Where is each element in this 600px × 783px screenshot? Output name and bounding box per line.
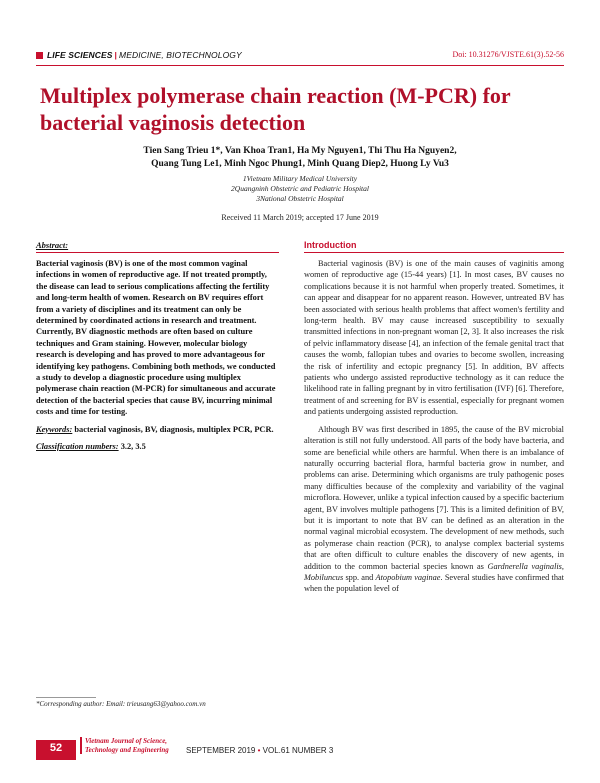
affiliations xyxy=(60,174,540,204)
journal-name: Vietnam Journal of Science, Technology and Engineering xyxy=(80,737,185,754)
affiliation-1: 1Vietnam Military Medical University xyxy=(242,174,358,183)
keywords-label: Keywords: xyxy=(36,424,73,434)
header-rule xyxy=(36,65,564,66)
doi-link[interactable]: Doi: 10.31276/VJSTE.61(3).52-56 xyxy=(452,50,564,59)
introduction-heading: Introduction xyxy=(304,240,564,253)
article-title: Multiplex polymerase chain reaction (M-PCR) for bacterial vaginosis detection xyxy=(40,83,511,135)
classification-label: Classification numbers: xyxy=(36,442,119,452)
issue-info: SEPTEMBER 2019 • VOL.61 NUMBER 3 xyxy=(186,746,334,755)
affiliation-3: 3National Obstetric Hospital xyxy=(256,194,344,203)
keywords xyxy=(36,424,279,435)
intro-paragraph-2: Although BV was first described in 1895, the cause of the BV microbial alteration is still not fully understood. All parts of the body have bacteria, and some are beneficial while others are harmful. When there is an imbalance of naturally occurring bacterial flora, harmful bacteria grow in number, and problems can arise. Determining which organisms are truly pathogenic poses many difficulties because of the complexity and variability of the vaginal microflora. However, unlike a typical infection caused by a specific bacterium agent, BV involves multiple pathogens [7]. This is a limited definition of BV, but it is important to note that BV can be defined as an alteration in the normal vaginal microbial ecosystem. The development of new methods, such as polymerase chain reaction (PCR), to analyse complex bacterial systems that are often difficult to culture enables the discovery of new agents, in addition to the common bacterial species known as Gardnerella vaginalis, Mobiluncus spp. and Atopobium vaginae. Several studies have confirmed that when the population level of xyxy=(304,424,564,594)
square-bullet-icon xyxy=(36,52,43,59)
section-category: LIFE SCIENCES | MEDICINE, BIOTECHNOLOGY xyxy=(47,50,242,60)
category-label: LIFE SCIENCES xyxy=(47,50,113,60)
subcategory-label: MEDICINE, BIOTECHNOLOGY xyxy=(119,50,242,60)
classification xyxy=(36,441,279,452)
author-list xyxy=(60,145,540,171)
page-number: 52 xyxy=(49,742,63,754)
keywords-value: bacterial vaginosis, BV, diagnosis, multiplex PCR, PCR. xyxy=(74,424,274,434)
abstract-heading: Abstract: xyxy=(36,240,279,253)
introduction-column xyxy=(304,240,564,601)
affiliation-2: 2Quangninh Obstetric and Pediatric Hospital xyxy=(231,184,369,193)
author-line-2: Quang Tung Le1, Minh Ngoc Phung1, Minh Quang Diep2, Huong Ly Vu3 xyxy=(151,159,449,169)
author-line-1: Tien Sang Trieu 1*, Van Khoa Tran1, Ha My Nguyen1, Thi Thu Ha Nguyen2, xyxy=(143,146,457,156)
corresponding-author-footnote: *Corresponding author: Email: trieusang63@yahoo.com.vn xyxy=(36,700,206,708)
received-dates: Received 11 March 2019; accepted 17 June 2019 xyxy=(221,213,379,222)
abstract-body: Bacterial vaginosis (BV) is one of the most common vaginal infections in women of reproductive age. If not treated promptly, the disease can lead to serious complications affecting the fertility and long-term health of women. Research on BV requires effort from a variety of disciplines and its treatment can only be determined by coordinated actions in research and treatment. Currently, BV diagnostic methods are often based on culture techniques and Gram staining. However, molecular biology research is developing and has proved to more advantageous for identifying key pathogens. Combining both methods, we conducted a study to develop a diagnostic procedure using multiplex polymerase chain reaction (M-PCR) for simultaneous and accurate detection of the bacterial species that cause BV, incurring minimal costs and time for testing. xyxy=(36,259,276,417)
abstract-column xyxy=(36,240,279,453)
classification-value: 3.2, 3.5 xyxy=(120,442,146,452)
intro-paragraph-1: Bacterial vaginosis (BV) is one of the main causes of vaginitis among women of reproductive age (15-44 years) [1]. In most cases, BV causes no complications because it is not harmful when properly treated. Sometimes, it can appear and disappear for no apparent reason. However, untreated BV has been associated with serious health problems that affect women's fertility and long-term health. BV may cause increased susceptibility to sexually transmitted infections in non-pregnant woman [2, 3]. It also increases the risk of pelvic inflammatory disease [4], an infection of the female genital tract that causes the womb, fallopian tubes and ovaries to become swollen, increasing the risk of infertility and ectopic pregnancy [5]. In addition, BV affects patients who undergo assisted reproductive technology as it can reduce the likelihood rate in falling pregnant by in vitro fertilisation (IVF) [6]. Therefore, treatment of and screening for BV is essential, especially for pregnant women and patients undergoing assisted reproduction. xyxy=(304,259,564,417)
section-header xyxy=(36,49,564,63)
footnote-rule xyxy=(36,697,96,698)
